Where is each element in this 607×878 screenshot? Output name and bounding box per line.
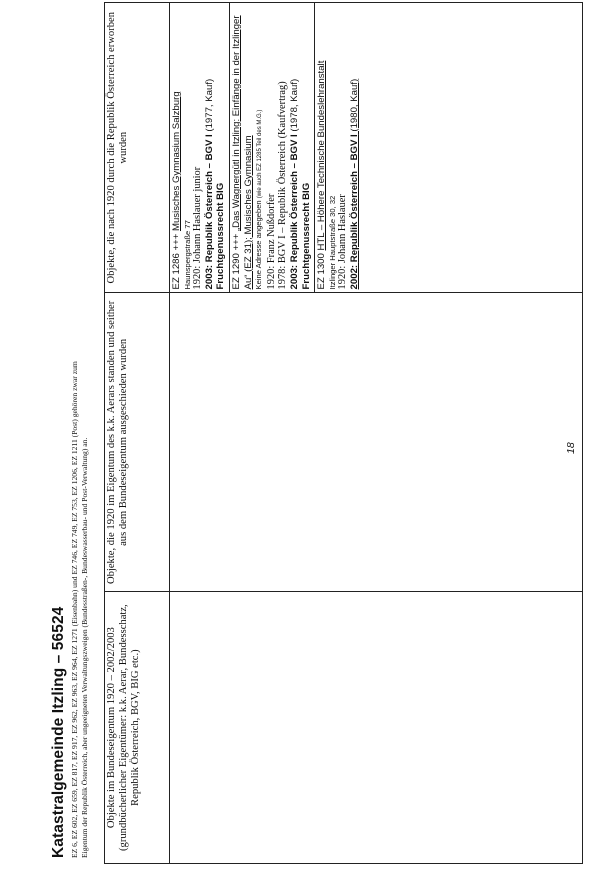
table-row: [170, 3, 583, 864]
entry-owner-1920: 1920: Johann Haslauer: [337, 194, 349, 290]
rotated-page: [0, 2, 600, 872]
entry-acquired: (1978, Kauf): [288, 78, 300, 135]
intro-line-1: EZ 6, EZ 602, EZ 659, EZ 817, EZ 917, EZ 962, EZ 963, EZ 964, EZ 1271 (Eisenbahn) und EZ 746, EZ 749, EZ 753, EZ 1206, EZ 1211 (Post) gehören zwar zum: [70, 361, 79, 858]
cell-federal-empty: [170, 592, 583, 864]
entry-ez: EZ 1290 +++: [230, 231, 242, 290]
page-number: 18: [565, 442, 577, 454]
entry-year: 2003:: [203, 262, 215, 290]
intro-line-2: Eigentum der Republik Österreich, aber ungeeigneten Verwaltungszweigen (Bundesstraßen-, Bundeswasserbau- und Post-Verwaltung) an.: [79, 437, 89, 858]
entry-link[interactable]: „Das Wagnergütl in Itzling: Einfänge in der Itzlinger Au“ (EZ 31); Musisches Gymnasium: [230, 15, 254, 290]
intro-text: [70, 98, 89, 858]
cell-removed-empty: [170, 293, 583, 592]
entry-link[interactable]: HTL – Höhere Technische Bundeslehranstalt: [316, 60, 328, 251]
entry-owner-1978: 1978: BGV I – Republik Österreich (Kaufvertrag): [277, 81, 289, 290]
entry-note: Keine Adresse angegeben: [254, 198, 264, 290]
header-acquired-property: Objekte, die nach 1920 durch die Republik Österreich erworben wurden: [105, 3, 170, 293]
page-title: Katastralgemeinde Itzling – 56524: [50, 606, 67, 858]
entry-link[interactable]: Musisches Gymnasium Salzburg: [171, 91, 182, 232]
entry-owner: Republik Österreich – BGV I: [348, 134, 360, 263]
entry-address: Itzlinger Hauptstraße 30, 32: [327, 195, 337, 290]
list-item: [314, 3, 362, 292]
entry-acquired: (1980, Kauf): [348, 78, 360, 135]
list-item: [229, 3, 314, 292]
entry-year: 2002:: [348, 262, 360, 290]
header-removed-property: Objekte, die 1920 im Eigentum des k.k. Aerars standen und seither aus dem Bundeseigentum ausgeschieden wurden: [105, 293, 170, 592]
entry-owner-1920: 1920: Franz Nußdorfer: [265, 193, 277, 290]
list-item: [170, 3, 229, 292]
table-header-row: [105, 3, 170, 864]
entry-usage: Fruchtgenussrecht BIG: [215, 182, 227, 290]
header-federal-property: Objekte im Bundeseigentum 1920 – 2002/2003 (grundbücherlicher Eigentümer: k.k. Aerar, Bundesschatz, Republik Österreich, BGV, BIG etc.): [105, 592, 170, 864]
cell-acquired-objects: [170, 3, 583, 293]
entry-acquired: (1977, Kauf): [203, 78, 215, 135]
entry-note-small: (wie auch EZ 1285 Teil des M.G.): [257, 109, 264, 199]
entry-address: Haunspergstraße 77: [182, 220, 192, 290]
entry-ez: EZ 1286 +++: [171, 231, 182, 290]
entry-ez: EZ 1300: [316, 250, 328, 290]
entry-usage: Fruchtgenussrecht BIG: [300, 182, 312, 290]
objects-table: [104, 2, 583, 864]
entry-owner: Republik Österreich – BGV I: [203, 134, 215, 263]
entry-owner: Republik Österreich – BGV I: [288, 134, 300, 263]
entry-owner-1920: 1920: Johann Haslauer junior: [192, 166, 204, 290]
entry-year: 2003:: [288, 262, 300, 290]
